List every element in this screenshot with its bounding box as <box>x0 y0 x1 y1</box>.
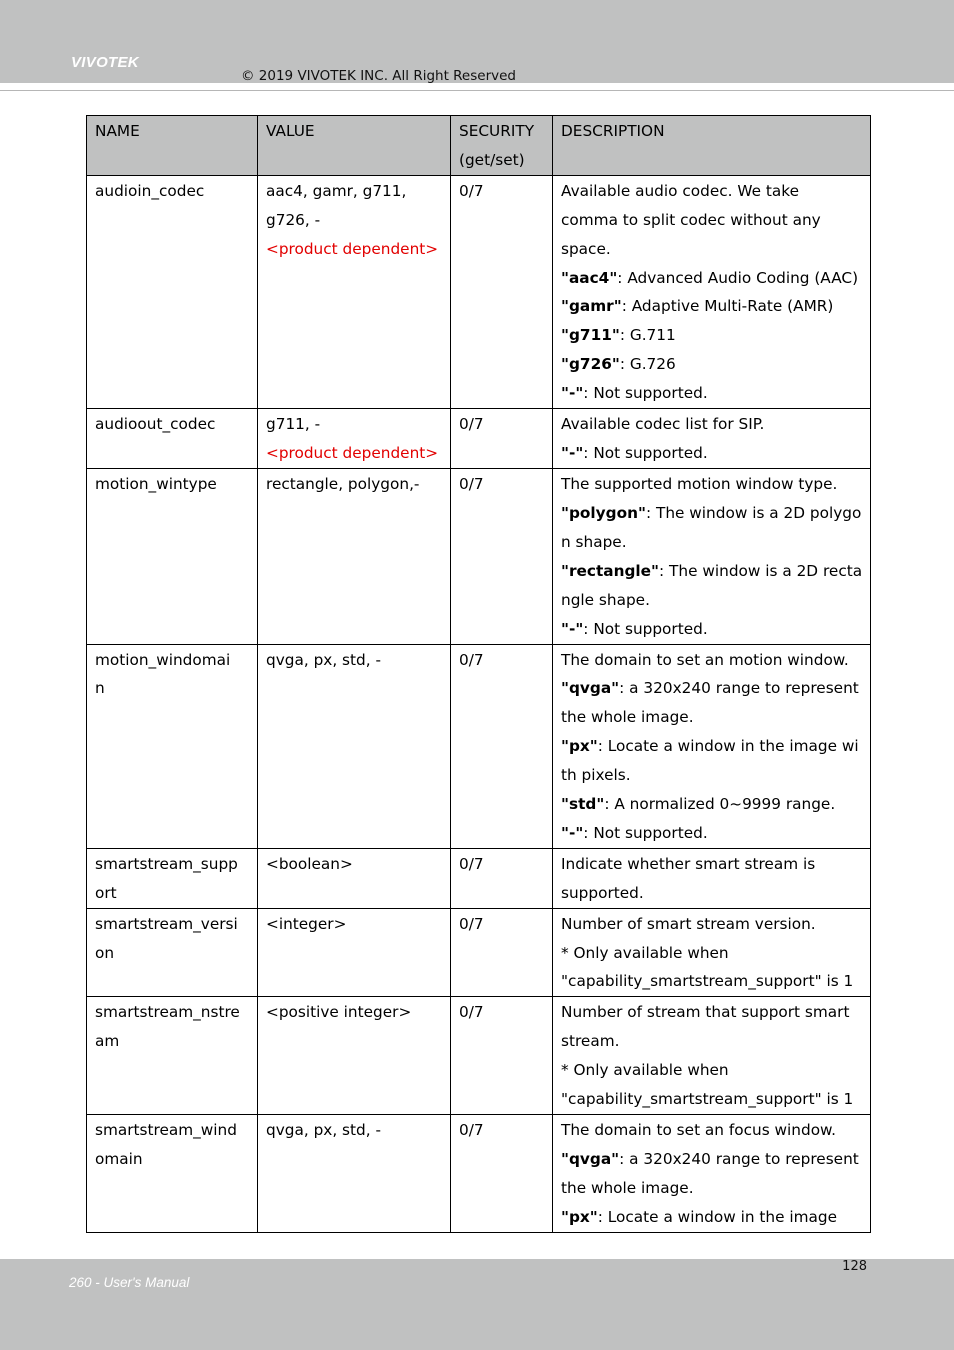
param-name-line: omain <box>95 1150 143 1169</box>
param-value-line: <boolean> <box>266 854 353 873</box>
option-line <box>561 379 863 408</box>
option-text: : Locate a window in the image with pixels. <box>561 737 859 785</box>
header-divider <box>0 90 954 91</box>
description-line: The domain to set an focus window. <box>561 1121 837 1140</box>
cell-name <box>87 908 258 997</box>
cell-description <box>553 469 871 644</box>
cell-security: 0/7 <box>451 644 553 848</box>
description-line: Number of smart stream version. <box>561 914 816 933</box>
description-line: supported. <box>561 883 644 902</box>
table-header-row <box>87 116 871 176</box>
param-value-line: g726, - <box>266 210 321 229</box>
cell-name <box>87 469 258 644</box>
cell-name <box>87 409 258 469</box>
description-line: Number of stream that support smart <box>561 1003 850 1022</box>
option-text: : G.726 <box>619 355 676 374</box>
description-line: The supported motion window type. <box>561 475 838 494</box>
cell-value <box>258 409 451 469</box>
column-header-value: VALUE <box>258 116 451 176</box>
cell-name <box>87 175 258 408</box>
option-line <box>561 790 863 819</box>
table-row <box>87 469 871 644</box>
option-line <box>561 615 863 644</box>
param-name-line: on <box>95 943 115 962</box>
option-text: : The window is a 2D rectangle shape. <box>561 561 863 609</box>
cell-description <box>553 644 871 848</box>
description-line: * Only available when <box>561 943 729 962</box>
description-line: Available codec list for SIP. <box>561 415 765 434</box>
option-text: : A normalized 0~9999 range. <box>604 795 836 814</box>
product-dependent-note: <product dependent> <box>266 239 439 258</box>
table-row <box>87 997 871 1115</box>
cell-name <box>87 644 258 848</box>
cell-value <box>258 175 451 408</box>
table-body <box>87 175 871 1232</box>
param-name-line: audioout_codec <box>95 415 216 434</box>
param-value-line: <integer> <box>266 914 347 933</box>
cell-security: 0/7 <box>451 1115 553 1233</box>
param-name-line: audioin_codec <box>95 181 205 200</box>
cell-value <box>258 848 451 908</box>
param-value-line: g711, - <box>266 415 321 434</box>
option-line <box>561 264 863 293</box>
cell-security: 0/7 <box>451 908 553 997</box>
option-key: "-" <box>561 823 584 842</box>
table-row <box>87 848 871 908</box>
option-key: "aac4" <box>561 268 618 287</box>
param-name-line: motion_windomai <box>95 650 231 669</box>
description-line: Indicate whether smart stream is <box>561 854 816 873</box>
option-text: : Not supported. <box>583 619 708 638</box>
product-dependent-note: <product dependent> <box>266 443 439 462</box>
param-name-line: smartstream_versi <box>95 914 238 933</box>
param-name-line: motion_wintype <box>95 475 217 494</box>
cell-value <box>258 1115 451 1233</box>
option-key: "gamr" <box>561 297 622 316</box>
cell-security: 0/7 <box>451 469 553 644</box>
parameter-table <box>86 115 871 1233</box>
description-line: "capability_smartstream_support" is 1 <box>561 972 854 991</box>
option-line <box>561 819 863 848</box>
option-text: : Advanced Audio Coding (AAC) <box>617 268 859 287</box>
cell-value <box>258 908 451 997</box>
description-line: space. <box>561 239 611 258</box>
option-line <box>561 1145 863 1203</box>
description-line: Available audio codec. We take <box>561 181 799 200</box>
cell-description <box>553 175 871 408</box>
page-footer <box>0 1259 954 1350</box>
option-text: : Locate a window in the image <box>597 1208 838 1227</box>
param-name-line: n <box>95 679 105 698</box>
description-line: comma to split codec without any <box>561 210 821 229</box>
param-name-line: smartstream_supp <box>95 854 238 873</box>
option-key: "-" <box>561 619 584 638</box>
page-header <box>0 0 954 83</box>
option-line <box>561 674 863 732</box>
cell-description <box>553 997 871 1115</box>
option-key: "std" <box>561 795 605 814</box>
option-line <box>561 499 863 557</box>
option-text: : a 320x240 range to represent the whole image. <box>561 679 859 727</box>
cell-security: 0/7 <box>451 848 553 908</box>
column-header-security-line: SECURITY <box>459 122 535 140</box>
param-value-line: qvga, px, std, - <box>266 650 381 669</box>
option-key: "g726" <box>561 355 620 374</box>
param-name-line: smartstream_nstre <box>95 1003 240 1022</box>
param-value-line: aac4, gamr, g711, <box>266 181 407 200</box>
cell-description <box>553 1115 871 1233</box>
option-text: : Not supported. <box>583 443 708 462</box>
manual-label: 260 - User's Manual <box>69 1275 190 1290</box>
cell-name <box>87 1115 258 1233</box>
table-row <box>87 409 871 469</box>
cell-name <box>87 997 258 1115</box>
option-key: "polygon" <box>561 503 646 522</box>
option-key: "rectangle" <box>561 561 660 580</box>
option-key: "-" <box>561 384 584 403</box>
param-name-line: ort <box>95 883 117 902</box>
page-number: 128 <box>842 1259 867 1274</box>
cell-description <box>553 908 871 997</box>
cell-security: 0/7 <box>451 175 553 408</box>
option-line <box>561 350 863 379</box>
cell-description <box>553 409 871 469</box>
table-row <box>87 1115 871 1233</box>
option-line <box>561 321 863 350</box>
option-key: "px" <box>561 1208 598 1227</box>
description-line: The domain to set an motion window. <box>561 650 849 669</box>
column-header-security <box>451 116 553 176</box>
option-line <box>561 292 863 321</box>
option-key: "-" <box>561 443 584 462</box>
param-name-line: am <box>95 1032 120 1051</box>
option-key: "g711" <box>561 326 620 345</box>
option-text: : The window is a 2D polygon shape. <box>561 503 862 551</box>
cell-security: 0/7 <box>451 997 553 1115</box>
option-text: : G.711 <box>619 326 676 345</box>
column-header-description: DESCRIPTION <box>553 116 871 176</box>
option-text: : a 320x240 range to represent the whole image. <box>561 1150 859 1198</box>
option-text: : Adaptive Multi-Rate (AMR) <box>621 297 834 316</box>
brand-logo: VIVOTEK <box>71 54 139 71</box>
option-line <box>561 1203 863 1232</box>
option-line <box>561 732 863 790</box>
cell-security: 0/7 <box>451 409 553 469</box>
param-value-line: rectangle, polygon,- <box>266 475 420 494</box>
description-line: "capability_smartstream_support" is 1 <box>561 1090 854 1109</box>
description-line: stream. <box>561 1032 620 1051</box>
option-key: "qvga" <box>561 1150 620 1169</box>
cell-description <box>553 848 871 908</box>
description-line: * Only available when <box>561 1061 729 1080</box>
param-value-line: qvga, px, std, - <box>266 1121 381 1140</box>
cell-name <box>87 848 258 908</box>
column-header-name: NAME <box>87 116 258 176</box>
cell-value <box>258 644 451 848</box>
option-text: : Not supported. <box>583 384 708 403</box>
option-text: : Not supported. <box>583 823 708 842</box>
param-name-line: smartstream_wind <box>95 1121 237 1140</box>
table-row <box>87 175 871 408</box>
table-row <box>87 644 871 848</box>
column-header-security-line: (get/set) <box>459 150 525 169</box>
option-line <box>561 439 863 468</box>
option-key: "qvga" <box>561 679 620 698</box>
table-row <box>87 908 871 997</box>
cell-value <box>258 469 451 644</box>
option-line <box>561 557 863 615</box>
param-value-line: <positive integer> <box>266 1003 412 1022</box>
cell-value <box>258 997 451 1115</box>
copyright-text: © 2019 VIVOTEK INC. All Right Reserved <box>241 68 516 84</box>
option-key: "px" <box>561 737 598 756</box>
